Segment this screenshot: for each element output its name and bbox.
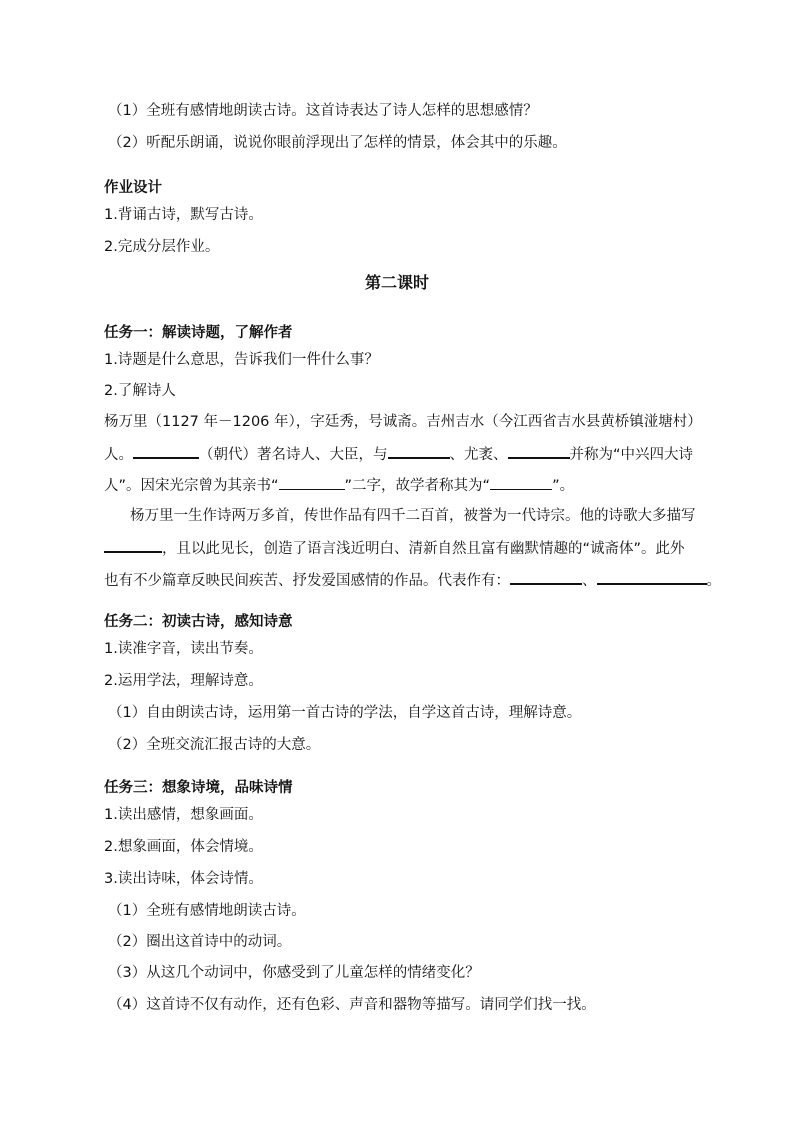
task2-heading: 任务二：初读古诗，感知诗意 [104,614,293,630]
text-span: 、 [582,573,597,589]
fill-blank-poet[interactable] [508,443,570,459]
text-span: ，且以此见长，创造了语言浅近明白、清新自然且富有幽默情趣的“诚斋体”。此外 [162,541,685,557]
poet-bio-line [104,443,724,465]
text-span: 并称为“中兴四大诗 [569,447,694,463]
text-span: 。 [706,573,721,589]
task1-question: 2.了解诗人 [104,383,176,399]
fill-blank-work[interactable] [510,569,582,585]
text-span: ”。 [552,478,575,494]
task2-subitem: （2）全班交流汇报古诗的大意。 [108,737,321,753]
fill-blank-subject[interactable] [104,537,162,553]
homework-item: 2.完成分层作业。 [104,239,220,255]
text-span: ”二字，故学者称其为“ [344,478,491,494]
poet-bio-line [104,475,724,496]
task1-question: 1.诗题是什么意思，告诉我们一件什么事？ [104,352,379,368]
task2-item: 1.读准字音，读出节奏。 [104,641,263,657]
homework-item: 1.背诵古诗，默写古诗。 [104,207,263,223]
poet-works-line [104,537,724,559]
task3-subitem: （3）从这几个动词中，你感受到了儿童怎样的情绪变化？ [108,965,480,981]
fill-blank-title[interactable] [490,475,552,490]
task3-subitem: （2）圈出这首诗中的动词。 [108,934,292,950]
question-line: （1）全班有感情地朗读古诗。这首诗表达了诗人怎样的思想感情？ [108,103,538,119]
fill-blank-poet[interactable] [388,443,450,459]
lesson-title: 第二课时 [364,273,429,292]
text-span: 、尤袤、 [449,447,508,463]
poet-works-line [104,569,724,591]
task3-item: 2.想象画面，体会情境。 [104,839,263,855]
task3-subitem: （4）这首诗不仅有动作，还有色彩、声音和器物等描写。请同学们找一找。 [108,997,596,1013]
text-span: （朝代）著名诗人、大臣，与 [199,447,388,463]
task3-heading: 任务三：想象诗境，品味诗情 [104,780,293,796]
task2-item: 2.运用学法，理解诗意。 [104,673,263,689]
fill-blank-inscription[interactable] [279,475,345,490]
task3-subitem: （1）全班有感情地朗读古诗。 [108,903,306,919]
poet-bio-line: 杨万里（1127 年－1206 年），字廷秀，号诚斋。吉州吉水（今江西省吉水县黄桥镇湴塘村） [104,414,702,430]
question-line: （2）听配乐朗诵，说说你眼前浮现出了怎样的情景，体会其中的乐趣。 [108,135,567,151]
text-span: 也有不少篇章反映民间疾苦、抒发爱国感情的作品。代表作有： [104,573,510,589]
task3-item: 3.读出诗味，体会诗情。 [104,871,263,887]
poet-works-line: 杨万里一生作诗两万多首，传世作品有四千二百首，被誉为一代诗宗。他的诗歌大多描写 [130,508,696,524]
text-span: 人。 [104,447,133,463]
task2-subitem: （1）自由朗读古诗，运用第一首古诗的学法，自学这首古诗，理解诗意。 [108,705,582,721]
text-span: 人”。因宋光宗曾为其亲书“ [104,478,279,494]
task3-item: 1.读出感情，想象画面。 [104,807,263,823]
homework-heading: 作业设计 [104,180,162,196]
fill-blank-work[interactable] [597,569,707,585]
task1-heading: 任务一：解读诗题，了解作者 [104,325,293,341]
fill-blank-dynasty[interactable] [133,443,199,459]
